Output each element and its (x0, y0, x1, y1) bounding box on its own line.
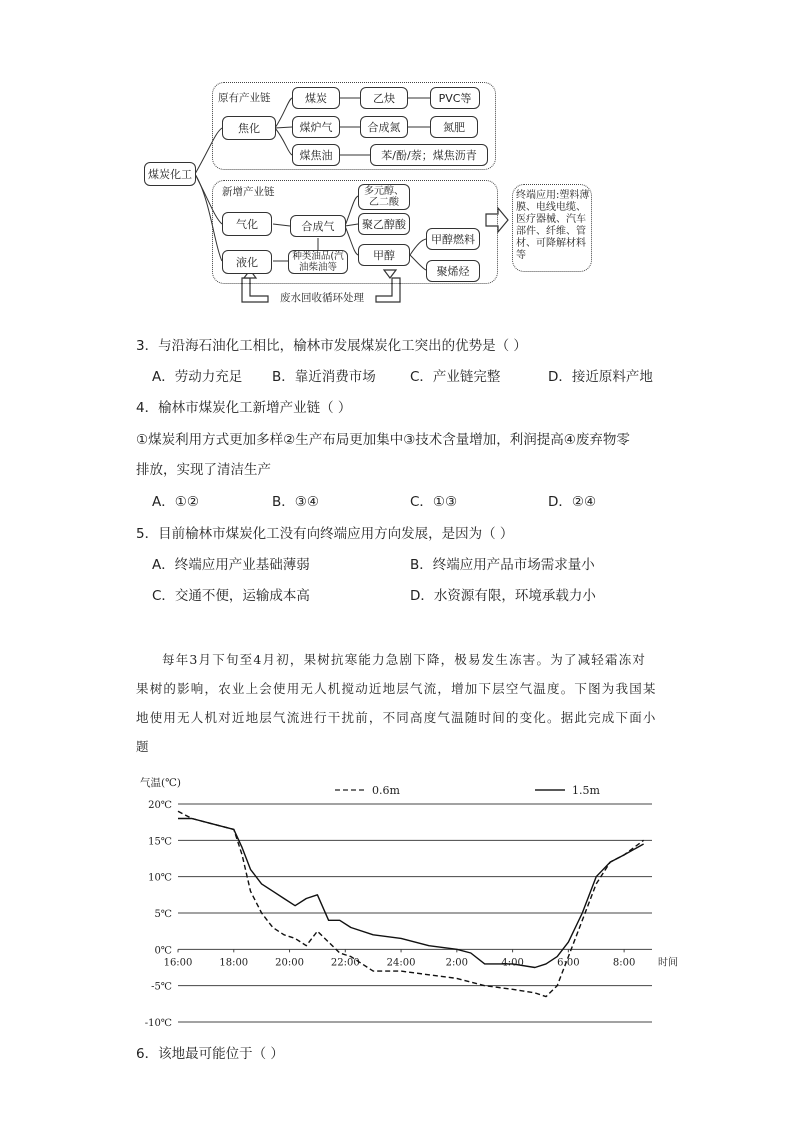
y-tick-label: -5℃ (151, 981, 172, 993)
q4-option-d[interactable]: D．②④ (548, 494, 597, 510)
q4-option-b[interactable]: B．③④ (272, 494, 319, 510)
x-tick-label: 8:00 (612, 957, 636, 969)
q3-option-c[interactable]: C．产业链完整 (410, 369, 501, 385)
coking-box: 焦化 (222, 116, 276, 140)
wastewater-label: 废水回收循环处理 (280, 292, 364, 304)
question-4-stem: 4．榆林市煤炭化工新增产业链（ ） (136, 400, 352, 416)
passage-line-2: 果树的影响，农业上会使用无人机搅动近地层气流，增加下层空气温度。下图为我国某 (136, 681, 657, 696)
gasification-box: 气化 (222, 212, 272, 236)
methanol-fuel-box: 甲醇燃料 (426, 228, 480, 250)
x-tick-label: 2:00 (445, 957, 469, 969)
y-tick-label: 10℃ (148, 872, 172, 884)
question-3-stem: 3．与沿海石油化工相比，榆林市发展煤炭化工突出的优势是（ ） (136, 338, 527, 354)
x-tick-label: 22:00 (330, 957, 360, 969)
y-tick-label: 20℃ (148, 800, 172, 811)
acetylene-box: 乙炔 (360, 87, 408, 109)
polyol-box: 多元醇、乙二酸 (358, 184, 410, 210)
x-axis-label: 时间 (658, 957, 678, 969)
temperature-chart-svg (130, 770, 690, 1032)
y-axis-label: 气温(℃) (140, 777, 181, 789)
syngas-box: 合成气 (290, 215, 346, 237)
nitrogen-fertilizer-box: 氮肥 (430, 116, 478, 138)
methanol-box: 甲醇 (358, 244, 410, 266)
x-tick-label: 18:00 (219, 957, 249, 969)
passage-line-3: 地使用无人机对近地层气流进行干扰前，不同高度气温随时间的变化。据此完成下面小 (136, 710, 657, 725)
original-chain-title: 原有产业链 (218, 92, 271, 104)
ppa-box: 聚乙醇酸 (358, 213, 410, 235)
y-tick-label: 15℃ (148, 836, 172, 848)
y-tick-label: 5℃ (154, 909, 172, 920)
legend-label-0.6m: 0.6m (372, 784, 400, 797)
passage-line-4: 题 (136, 739, 150, 754)
question-6-stem: 6．该地最可能位于（ ） (136, 1046, 284, 1062)
q5-option-c[interactable]: C．交通不便，运输成本高 (152, 588, 310, 604)
q4-option-c[interactable]: C．①③ (410, 494, 458, 510)
x-tick-label: 6:00 (557, 957, 580, 969)
new-chain-title: 新增产业链 (222, 186, 275, 198)
coke-oven-gas-box: 煤炉气 (292, 116, 340, 138)
passage-line-1: 每年3月下旬至4月初，果树抗寒能力急剧下降，极易发生冻害。为了减轻霜冻对 (162, 652, 647, 667)
q5-option-b[interactable]: B．终端应用产品市场需求量小 (410, 557, 595, 573)
question-4-statements-line2: 排放，实现了清洁生产 (136, 462, 271, 478)
coal-tar-box: 煤焦油 (292, 144, 340, 166)
liquefaction-box: 液化 (222, 250, 272, 274)
y-tick-label: -10℃ (144, 1018, 172, 1029)
polyolefin-box: 聚烯烃 (426, 260, 480, 282)
q5-option-d[interactable]: D．水资源有限，环境承载力小 (410, 588, 596, 604)
question-4-statements-line1: ①煤炭利用方式更加多样②生产布局更加集中③技术含量增加，利润提高④废弃物零 (136, 432, 630, 448)
series-line-1.5m (178, 819, 644, 968)
synthetic-nitrogen-box: 合成氮 (360, 116, 408, 138)
oil-products-box: 种类油品(汽油柴油等 (288, 250, 348, 274)
industry-chain-diagram (140, 78, 600, 308)
benzene-phenol-box: 苯/酚/萘；煤焦沥青 (370, 144, 488, 166)
q3-option-b[interactable]: B．靠近消费市场 (272, 369, 376, 385)
q3-option-d[interactable]: D．接近原料产地 (548, 369, 653, 385)
root-coal-chemical: 煤炭化工 (144, 162, 196, 186)
question-5-stem: 5．目前榆林市煤炭化工没有向终端应用方向发展，是因为（ ） (136, 526, 514, 542)
x-tick-label: 16:00 (163, 957, 193, 969)
legend-label-1.5m: 1.5m (572, 784, 600, 797)
coal-box: 煤炭 (292, 87, 340, 109)
pvc-box: PVC等 (430, 87, 480, 109)
x-tick-label: 20:00 (275, 957, 304, 969)
temperature-chart (130, 770, 690, 1032)
terminal-application-text: 终端应用:塑料薄膜、电线电缆、医疗器械、汽车部件、纤维、管材、可降解材料等 (516, 190, 590, 261)
x-tick-label: 4:00 (501, 957, 524, 969)
q3-option-a[interactable]: A．劳动力充足 (152, 369, 243, 385)
series-line-0.6m (178, 811, 644, 996)
q5-option-a[interactable]: A．终端应用产业基础薄弱 (152, 557, 310, 573)
y-tick-label: 0℃ (154, 945, 172, 957)
q4-option-a[interactable]: A．①② (152, 494, 199, 510)
x-tick-label: 24:00 (386, 957, 416, 969)
